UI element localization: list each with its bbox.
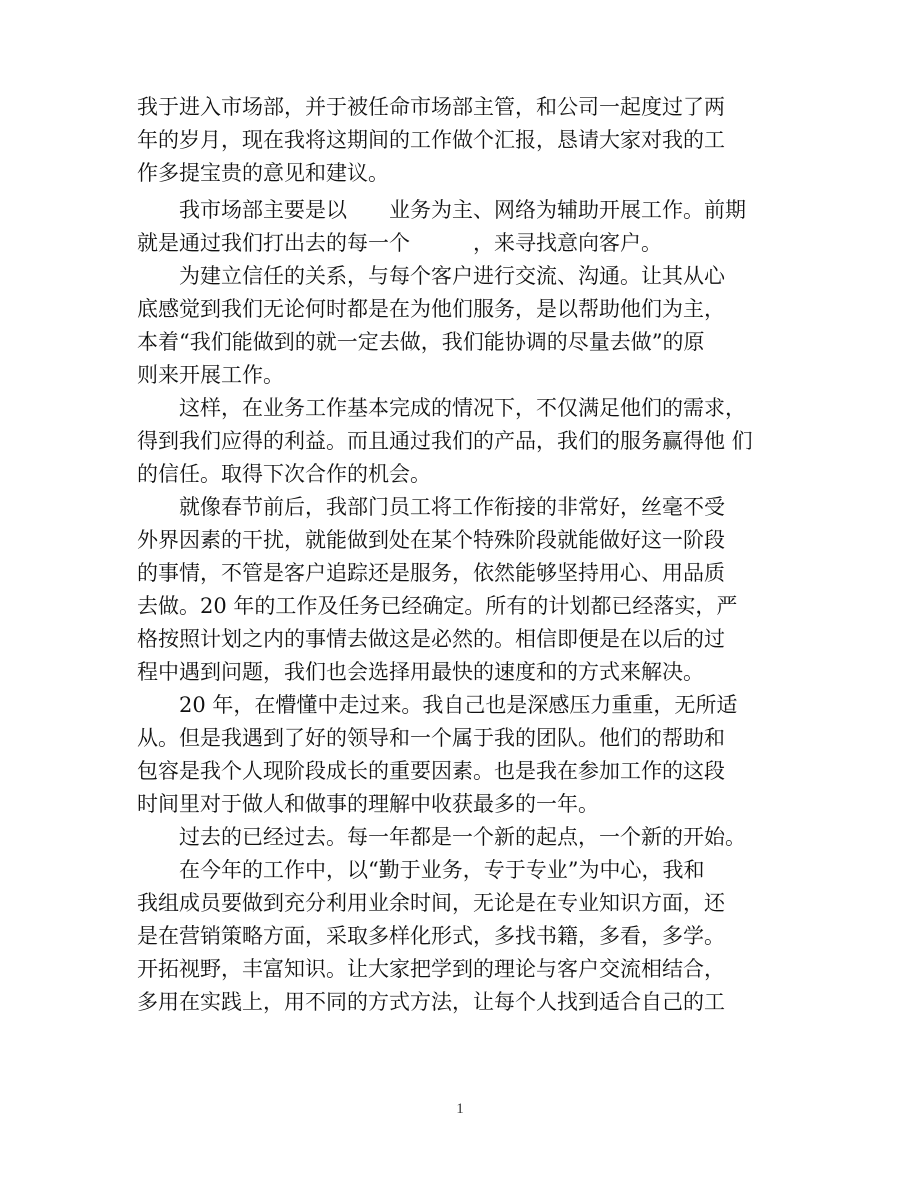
text-line: 从。但是我遇到了好的领导和一个属于我的团队。他们的帮助和	[137, 726, 725, 750]
text-line: 过去的已经过去。每一年都是一个新的起点，一个新的开始。	[179, 825, 746, 849]
paragraph-7	[137, 821, 802, 854]
paragraph-3	[137, 260, 802, 392]
text-line: 本着“我们能做到的就一定去做，我们能协调的尽量去做”的原	[137, 330, 705, 354]
text-line: 我于进入市场部，并于被任命市场部主管，和公司一起度过了两	[137, 95, 725, 119]
text-line: 我市场部主要是以 业务为主、网络为辅助开展工作。前期	[179, 198, 746, 222]
paragraph-6	[137, 689, 802, 821]
text-line: 去做。20 年的工作及任务已经确定。所有的计划都已经落实，严	[137, 594, 738, 618]
paragraph-4	[137, 392, 802, 491]
text-line: 的事情，不管是客户追踪还是服务，依然能够坚持用心、用品质	[137, 561, 725, 585]
text-line: 在今年的工作中，以“勤于业务，专于专业”为中心，我和	[179, 858, 705, 882]
text-line: 就是通过我们打出去的每一个 ，来寻找意向客户。	[137, 231, 662, 255]
text-line: 的信任。取得下次合作的机会。	[137, 462, 431, 486]
text-line: 就像春节前后，我部门员工将工作衔接的非常好，丝毫不受	[179, 495, 725, 519]
text-line: 外界因素的干扰，就能做到处在某个特殊阶段就能做好这一阶段	[137, 528, 725, 552]
text-line: 多用在实践上，用不同的方式方法，让每个人找到适合自己的工	[137, 990, 725, 1014]
text-line: 作多提宝贵的意见和建议。	[137, 161, 389, 185]
text-line: 则来开展工作。	[137, 363, 284, 387]
text-line: 包容是我个人现阶段成长的重要因素。也是我在参加工作的这段	[137, 759, 725, 783]
paragraph-1	[137, 91, 802, 190]
text-line: 开拓视野，丰富知识。让大家把学到的理论与客户交流相结合，	[137, 957, 725, 981]
text-line: 得到我们应得的利益。而且通过我们的产品，我们的服务赢得他 们	[137, 429, 753, 453]
text-line: 底感觉到我们无论何时都是在为他们服务，是以帮助他们为主，	[137, 297, 725, 321]
text-line: 我组成员要做到充分利用业余时间，无论是在专业知识方面，还	[137, 891, 725, 915]
text-line: 程中遇到问题，我们也会选择用最快的速度和的方式来解决。	[137, 660, 704, 684]
text-line: 这样，在业务工作基本完成的情况下，不仅满足他们的需求，	[179, 396, 746, 420]
paragraph-8	[137, 854, 802, 1019]
paragraph-5	[137, 491, 802, 689]
text-line: 格按照计划之内的事情去做这是必然的。相信即便是在以后的过	[137, 627, 725, 651]
paragraph-2	[137, 194, 802, 260]
text-line: 20 年，在懵懂中走过来。我自己也是深感压力重重，无所适	[179, 693, 738, 717]
page-number: 1	[456, 1101, 464, 1117]
text-line: 时间里对于做人和做事的理解中收获最多的一年。	[137, 792, 599, 816]
text-line: 是在营销策略方面，采取多样化形式，多找书籍，多看，多学。	[137, 924, 725, 948]
text-line: 年的岁月，现在我将这期间的工作做个汇报，恳请大家对我的工	[137, 128, 725, 152]
text-line: 为建立信任的关系，与每个客户进行交流、沟通。让其从心	[179, 264, 725, 288]
document-body	[137, 91, 802, 1019]
